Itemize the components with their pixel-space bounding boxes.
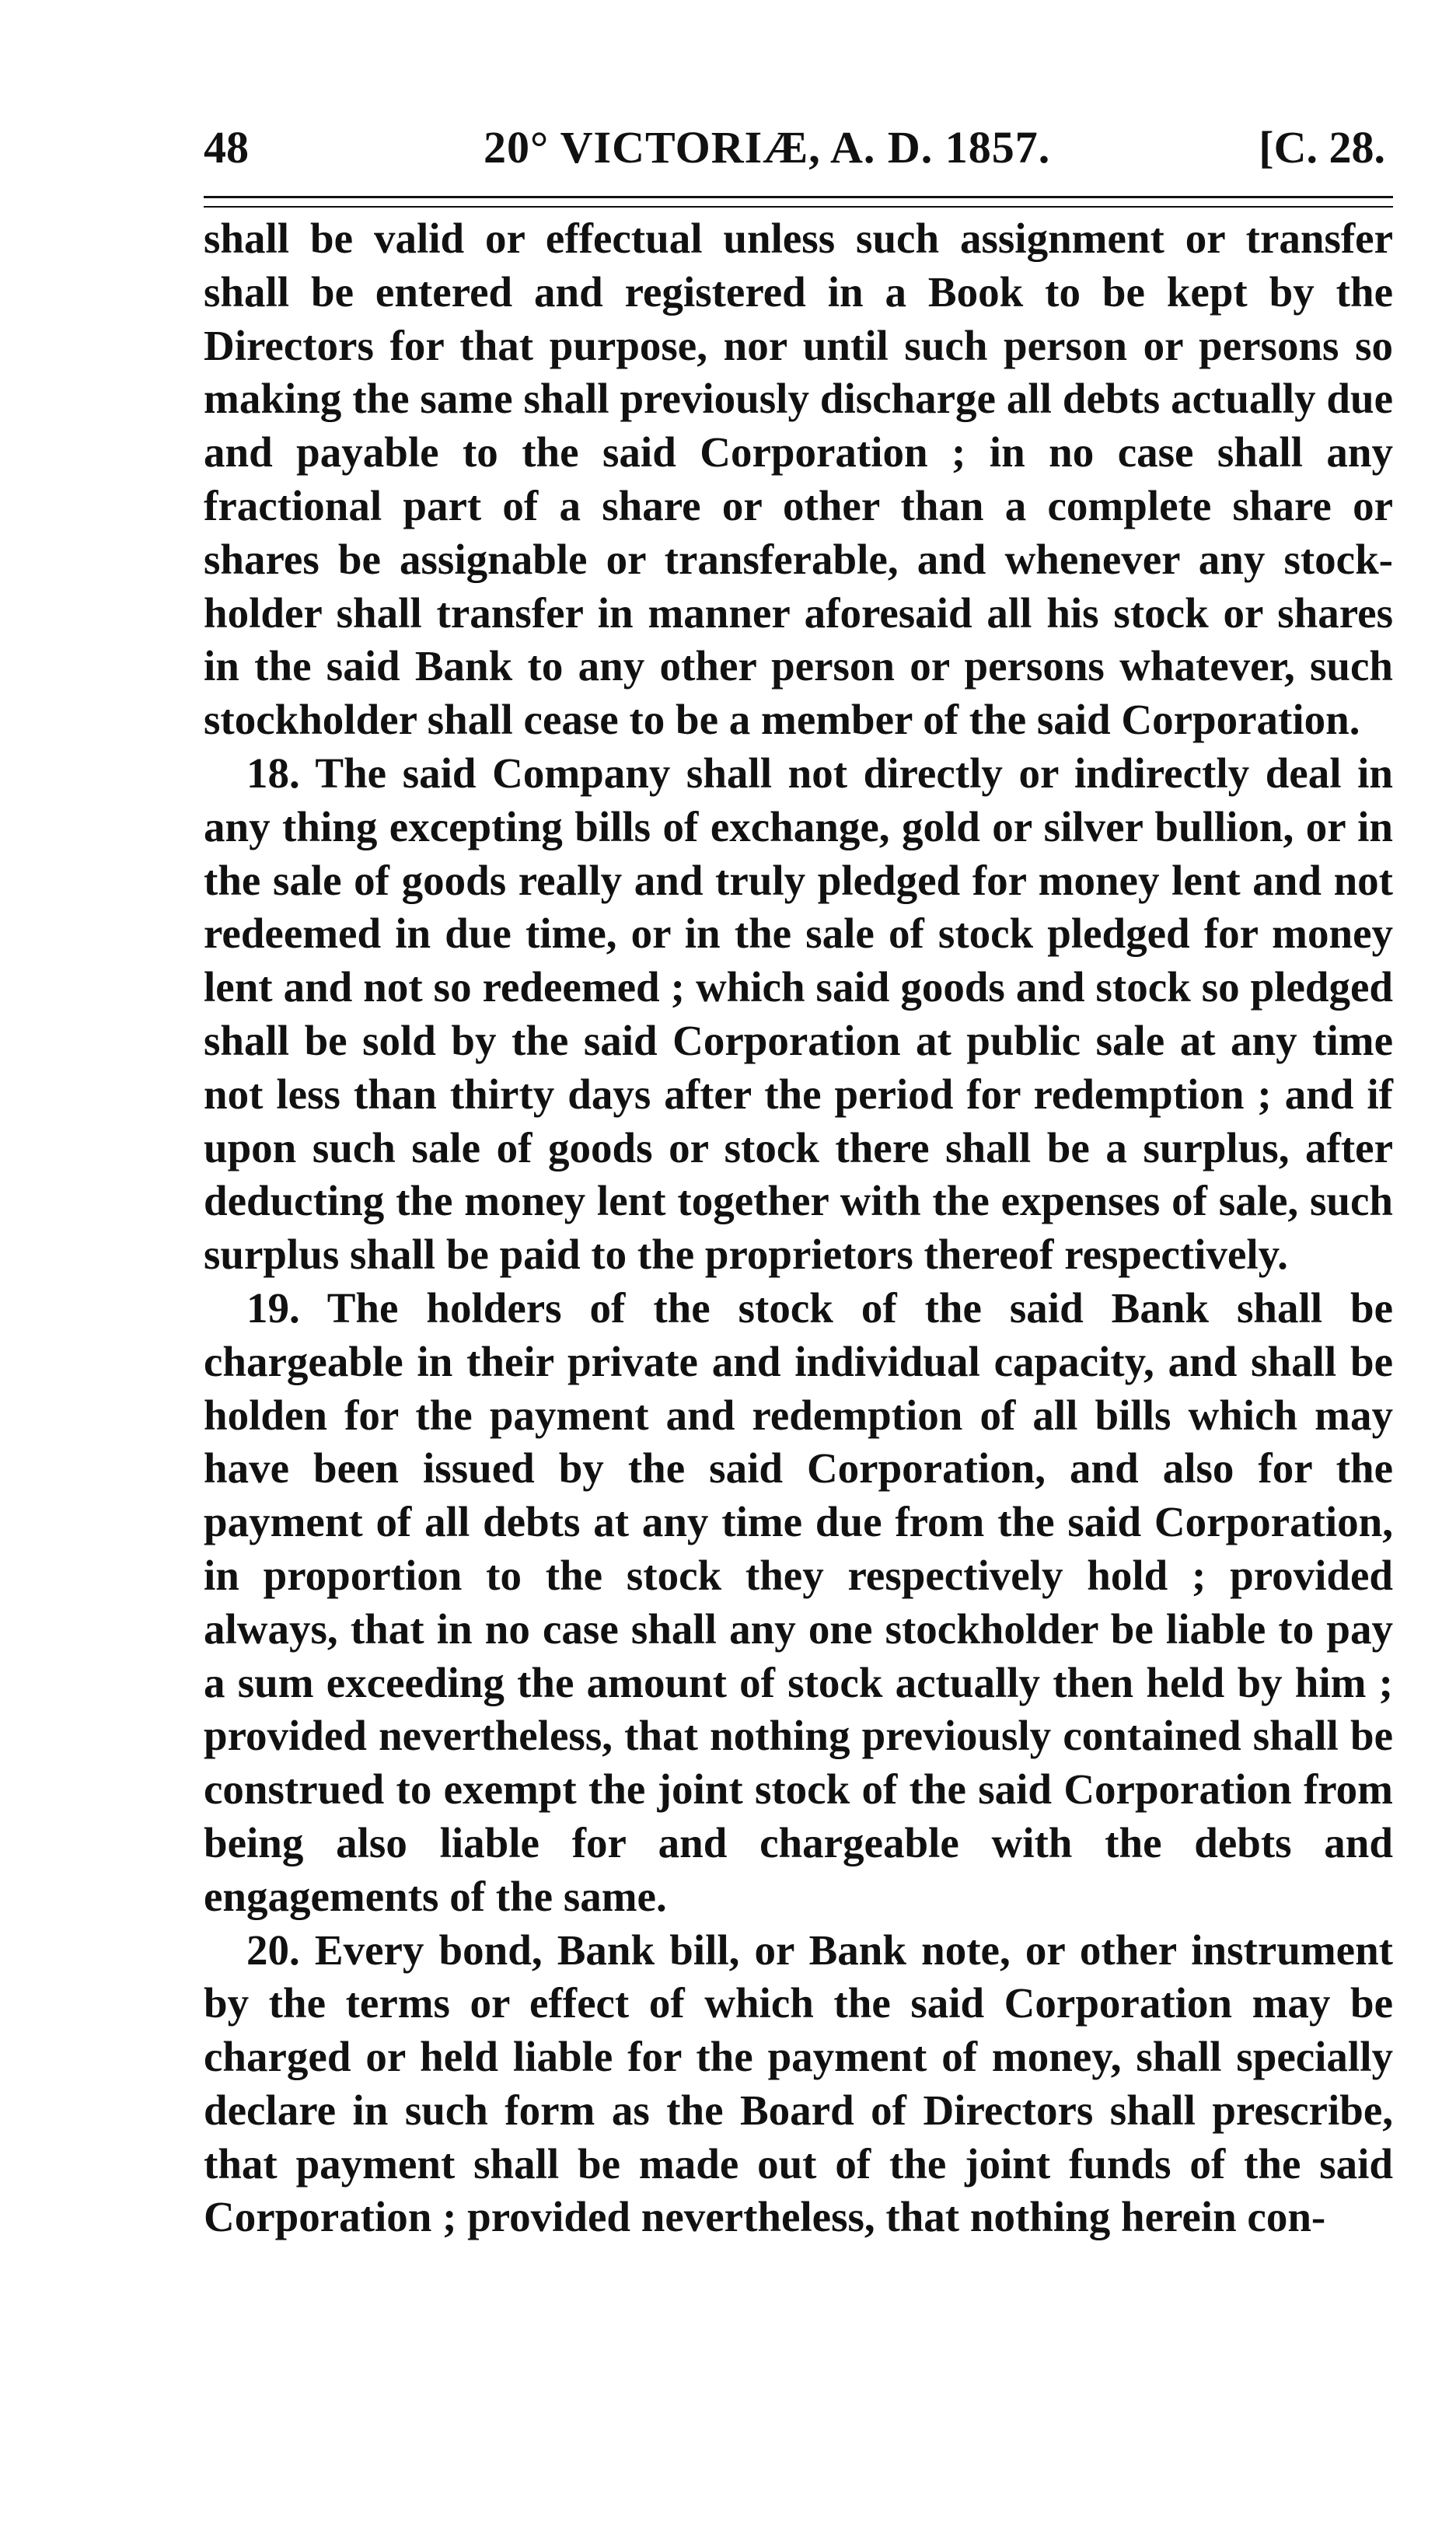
section-19: 19. The holders of the stock of the said Bank shall be chargeable in their private and individual capacity, and shall be holden for the payment and redemption of all bills which may have been issued by the said Corporation, and also for the payment of all debts at any time due from the said Corporation, in proportion to the stock they respectively hold ; provided always, that in no case shall any one stockholder be liable to pay a sum exceeding the amount of stock actually then held by him ; provided nevertheless, that nothing previously contained shall be construed to exempt the joint stock of the said Corporation from being also liable for and chargeable with the debts and engagements of the same. [204, 1283, 1393, 1920]
section-20: 20. Every bond, Bank bill, or Bank note, or other instrument by the terms or effect of which the said Corporation may be charged or held liable for the payment of money, shall specially declare in such form as the Board of Directors shall prescribe, that payment shall be made out of the joint funds of the said Corporation ; provided nevertheless, that nothing herein con- [204, 1926, 1393, 2241]
document-page [204, 117, 1393, 2244]
page-header [204, 117, 1393, 179]
header-double-rule [204, 196, 1393, 208]
paragraph-continuation: shall be valid or effectual unless such assignment or transfer shall be entered and registered in a Book to be kept by the Directors for that purpose, nor until such person or persons so making the same shall previously discharge all debts actually due and payable to the said Corporation ; in no case shall any fractional part of a share or other than a complete share or shares be assignable or transferable, and whenever any stock-holder shall transfer in manner aforesaid all his stock or shares in the said Bank to any other person or persons whatever, such stockholder shall cease to be a member of the said Corporation. [204, 215, 1393, 744]
running-title: 20° VICTORIÆ, A. D. 1857. [484, 122, 1051, 173]
page-number: 48 [204, 122, 249, 173]
chapter-reference: [C. 28. [1259, 122, 1385, 173]
body-text [204, 212, 1393, 2244]
section-18: 18. The said Company shall not directly or indirectly deal in any thing excepting bills of exchange, gold or silver bullion, or in the sale of goods really and truly pledged for money lent and not redeemed in due time, or in the sale of stock pledged for money lent and not so redeemed ; which said goods and stock so pledged shall be sold by the said Corporation at public sale at any time not less than thirty days after the period for redemption ; and if upon such sale of goods or stock there shall be a surplus, after deducting the money lent together with the expenses of sale, such surplus shall be paid to the proprietors thereof respectively. [204, 749, 1393, 1279]
